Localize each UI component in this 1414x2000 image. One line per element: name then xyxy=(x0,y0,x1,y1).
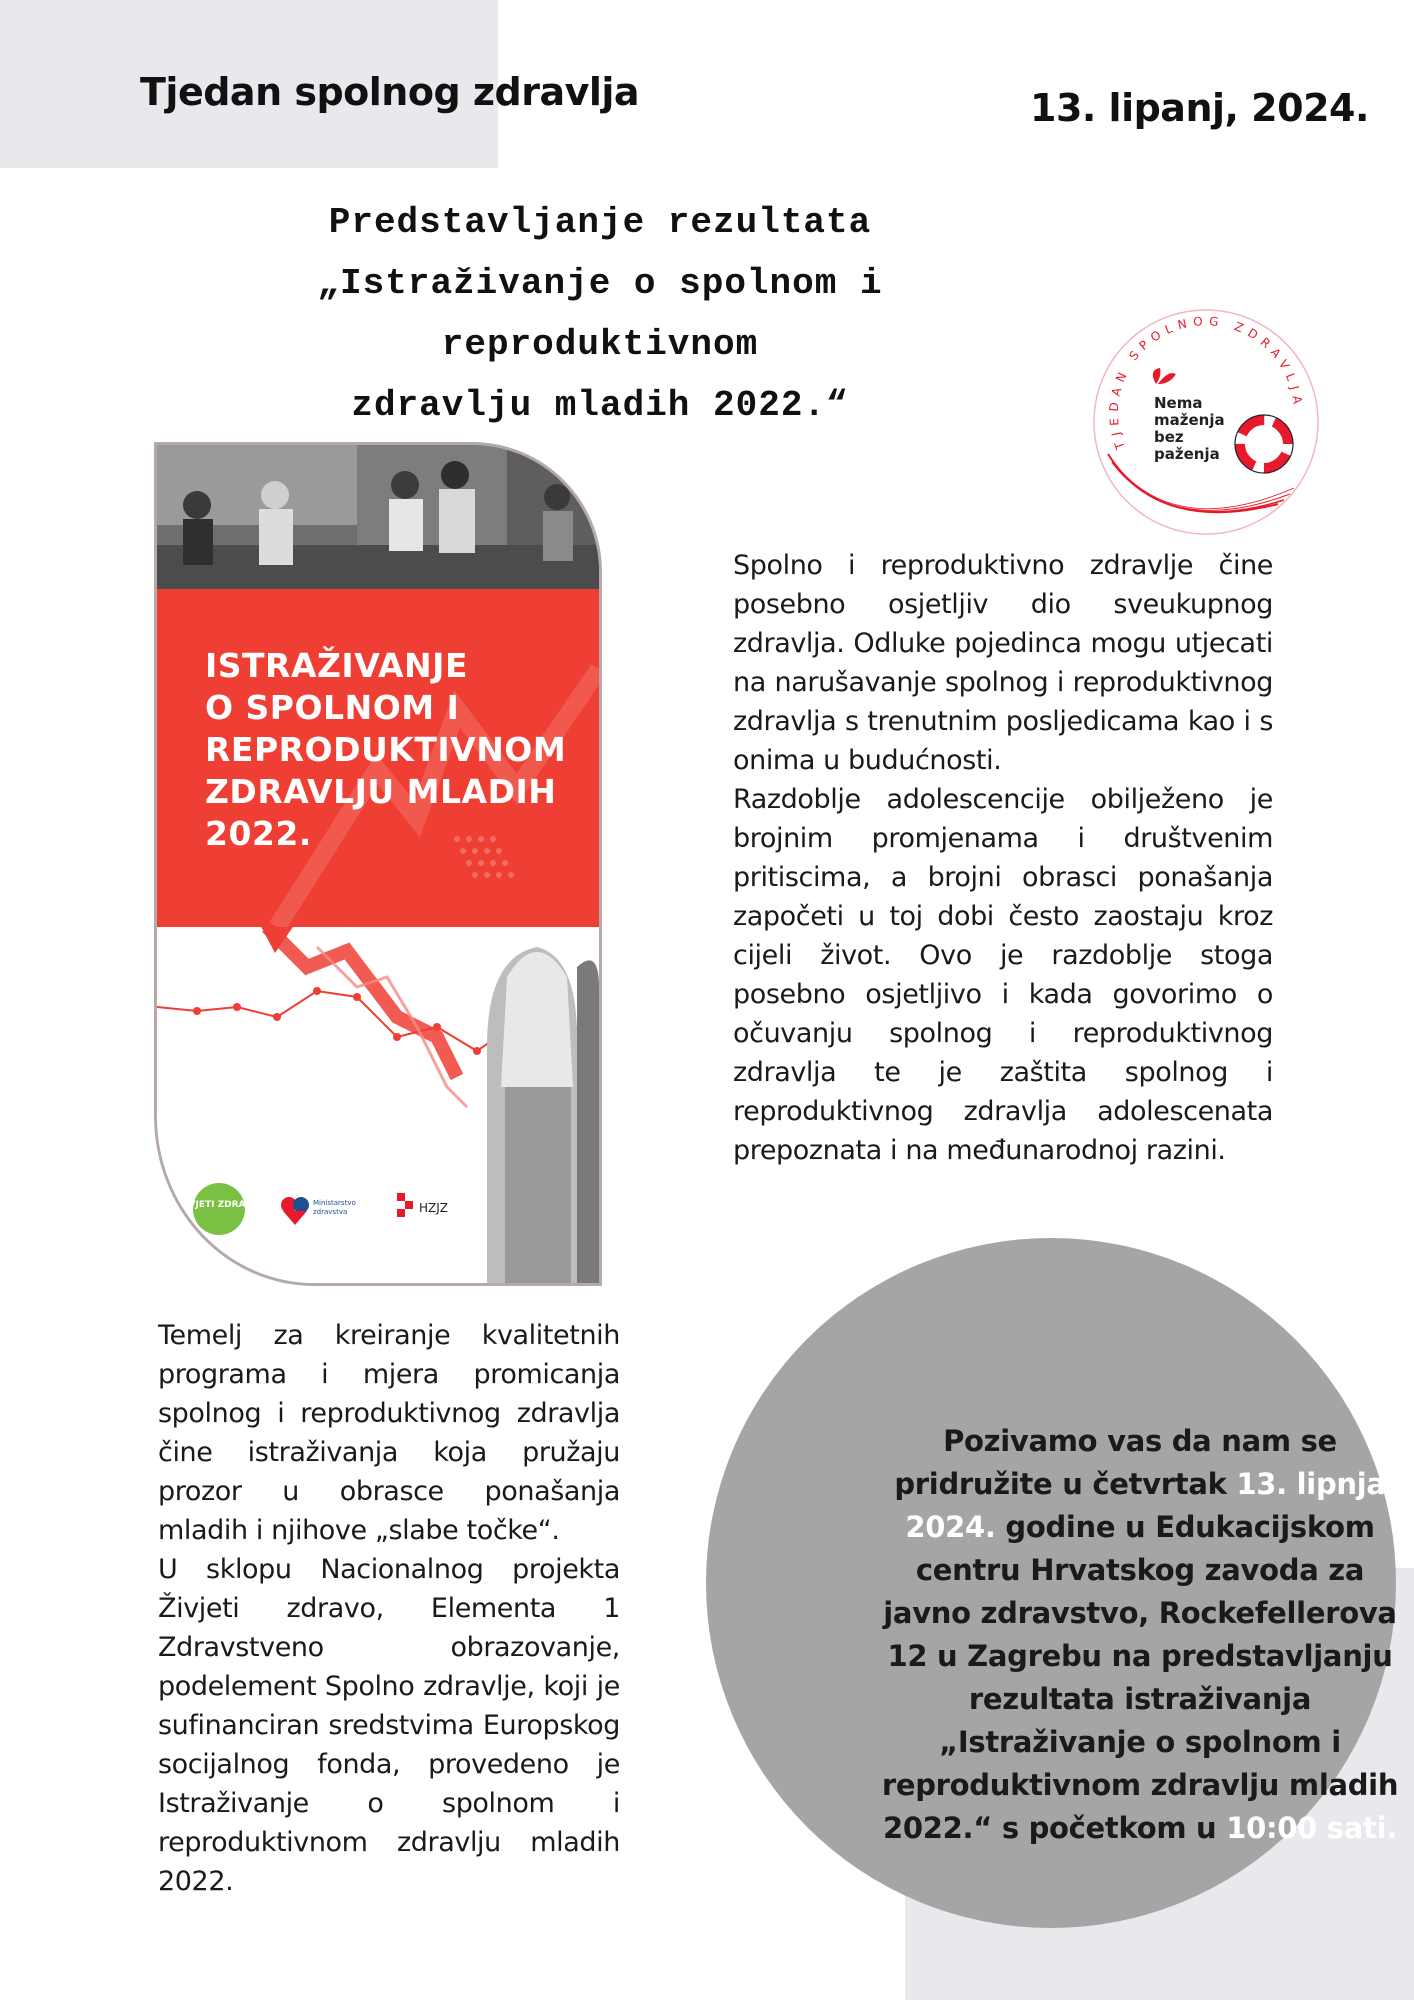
invitation-text xyxy=(880,1420,1400,1850)
project-text xyxy=(158,1316,620,1901)
intro-paragraph-2: Razdoblje adolescencije obilježeno je brojnim promjenama i društvenim pritiscima, a brojni obrasci ponašanja započeti u toj dobi često zaostaju kroz cijeli život. Ovo je razdoblje stoga posebno osjetljivo i kada govorimo o očuvanju spolnog i reproduktivnog zdravlja te je zaštita spolnog i reproduktivnog zdravlja adolescenata prepoznata i na međunarodnoj razini. xyxy=(733,784,1273,1166)
title-line-1: Predstavljanje rezultata xyxy=(328,202,872,243)
presentation-title xyxy=(150,192,1050,436)
invitation-text-part-2: godine u Edukacijskom centru Hrvatskog zavoda za javno zdravstvo, Rockefellerova 12 u Zagrebu na predstavljanju rezultata istraživanja „Istraživanje o spolnom i reproduktivnom zdravlju mladih 2022.“ s početkom u xyxy=(881,1510,1399,1845)
project-paragraph-2: U sklopu Nacionalnog projekta Živjeti zdravo, Elementa 1 Zdravstveno obrazovanje, podelement Spolno zdravlje, koji je sufinanciran sredstvima Europskog socijalnog fonda, provedeno je Istraživanje o spolnom i reproduktivnom zdravlju mladih 2022. xyxy=(158,1554,620,1897)
cover-title-line: ISTRAŽIVANJE xyxy=(205,646,468,685)
cover-title-line: 2022. xyxy=(205,814,312,853)
research-brochure-cover xyxy=(154,442,602,1286)
ministarstvo-logo-text-1: Ministarstvo xyxy=(313,1199,356,1207)
cover-people-photo xyxy=(487,947,599,1283)
title-line-3: zdravlju mladih 2022.“ xyxy=(351,385,849,426)
hzjz-logo-text: HZJZ xyxy=(419,1201,449,1215)
logo-ring-text: TJEDAN SPOLNOG ZDRAVLJA xyxy=(1106,313,1306,452)
intro-text xyxy=(733,546,1273,1170)
logo-lifebuoy-icon xyxy=(1235,415,1293,473)
logo-slogan-2: maženja xyxy=(1154,411,1225,429)
cover-title-line: REPRODUKTIVNOM xyxy=(205,730,567,769)
ministarstvo-logo-text-2: zdravstva xyxy=(313,1208,348,1216)
invitation-text-part-1: Pozivamo vas da nam se pridružite u četvrtak xyxy=(894,1424,1337,1501)
cover-graph-and-people xyxy=(157,927,599,1283)
logo-slogan-1: Nema xyxy=(1154,394,1203,412)
invitation-time-highlight: 10:00 sati. xyxy=(1226,1811,1397,1845)
cover-title-line: O SPOLNOM I xyxy=(205,688,460,727)
cover-youth-photo xyxy=(157,445,599,589)
title-line-2: „Istraživanje o spolnom i reproduktivnom xyxy=(317,263,883,365)
campaign-logo xyxy=(1088,304,1324,540)
event-date: 13. lipanj, 2024. xyxy=(1030,86,1369,130)
invitation-circle-bottom-cut xyxy=(706,1928,1406,2000)
cover-title-panel xyxy=(157,589,599,927)
logo-heart-leaf-icon xyxy=(1153,368,1176,384)
logo-slogan-4: paženja xyxy=(1154,445,1220,463)
project-paragraph-1: Temelj za kreiranje kvalitetnih programa i mjera promicanja spolnog i reproduktivnog zdravlja čine istraživanja koja pružaju prozor u obrasce ponašanja mladih i njihove „slabe točke“. xyxy=(158,1320,620,1546)
event-title: Tjedan spolnog zdravlja xyxy=(140,70,640,114)
intro-paragraph-1: Spolno i reproduktivno zdravlje čine posebno osjetljiv dio sveukupnog zdravlja. Odluke pojedinca mogu utjecati na narušavanje spolnog i reproduktivnog zdravlja s trenutnim posljedicama kao i s onima u budućnosti. xyxy=(733,550,1273,776)
logo-slogan-3: bez xyxy=(1154,428,1184,446)
cover-title xyxy=(205,645,566,855)
zivjeti-zdravo-logo-text: ŽIVJETI ZDRAVO xyxy=(178,1200,260,1210)
invitation-date-highlight: 13. lipnja 2024. xyxy=(905,1467,1386,1544)
cover-title-line: ZDRAVLJU MLADIH xyxy=(205,772,557,811)
